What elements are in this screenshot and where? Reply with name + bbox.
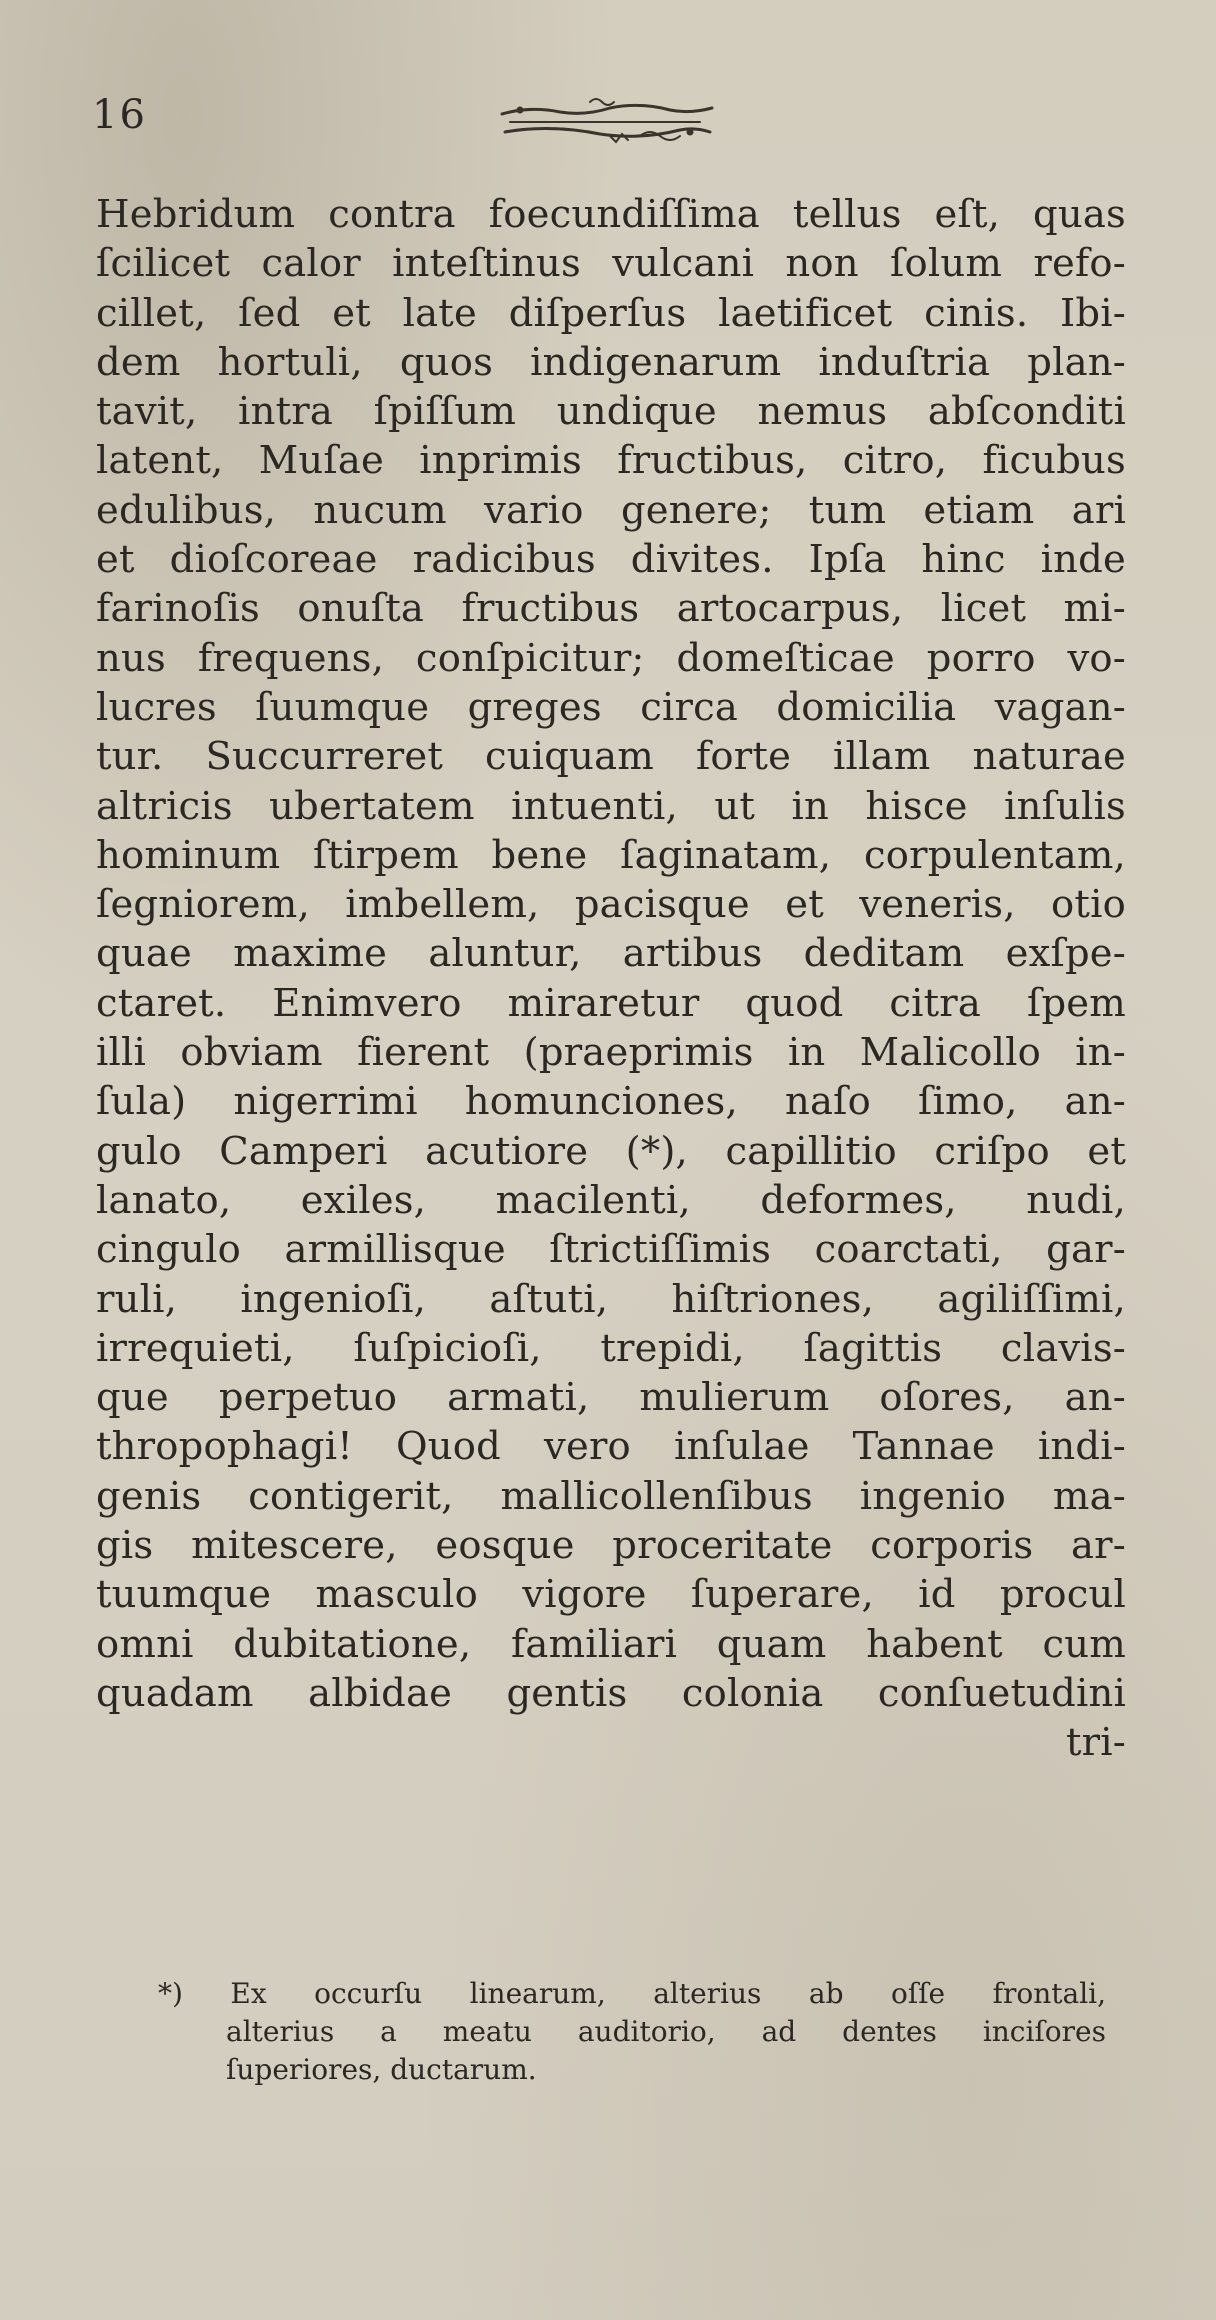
- text-line: altricis ubertatem intuenti, ut in hisce inſulis: [96, 783, 1126, 829]
- footnote-line: ſuperiores, ductarum.: [226, 2053, 537, 2086]
- page-number: 16: [92, 92, 147, 138]
- text-line: ruli, ingenioſi, aſtuti, hiſtriones, agiliſſimi,: [96, 1276, 1126, 1322]
- text-line: genis contigerit, mallicollenſibus ingenio ma-: [96, 1473, 1126, 1519]
- text-line: edulibus, nucum vario genere; tum etiam ari: [96, 487, 1126, 533]
- text-line: lanato, exiles, macilenti, deformes, nudi,: [96, 1177, 1126, 1223]
- footnote-line: alterius a meatu auditorio, ad dentes inciſores: [226, 2015, 1106, 2048]
- text-line: ſcilicet calor inteſtinus vulcani non ſolum refo-: [96, 241, 1126, 287]
- text-line: gis mitescere, eosque proceritate corporis ar-: [96, 1523, 1126, 1569]
- text-line: Hebridum contra foecundiſſima tellus eſt, quas: [96, 192, 1126, 237]
- text-line: nus frequens, conſpicitur; domeſticae porro vo-: [96, 635, 1126, 681]
- text-line: tuumque masculo vigore ſuperare, id procul: [96, 1572, 1126, 1618]
- text-line: omni dubitatione, familiari quam habent cum: [96, 1621, 1126, 1667]
- text-line: cingulo armillisque ſtrictiſſimis coarctati, gar-: [96, 1227, 1126, 1273]
- footnote-line: [96, 1975, 1106, 2013]
- body-text: [96, 190, 1126, 1768]
- text-line: tur. Succurreret cuiquam forte illam naturae: [96, 734, 1126, 780]
- text-line: latent, Muſae inprimis fructibus, citro, ficubus: [96, 438, 1126, 484]
- text-line: quadam albidae gentis colonia conſuetudini: [96, 1670, 1126, 1716]
- text-line: tavit, intra ſpiſſum undique nemus abſconditi: [96, 389, 1126, 435]
- text-line: ctaret. Enimvero miraretur quod citra ſpem: [96, 980, 1126, 1026]
- text-line: lucres ſuumque greges circa domicilia vagan-: [96, 684, 1126, 730]
- text-line: illi obviam fierent (praeprimis in Malicollo in-: [96, 1030, 1126, 1076]
- text-line: thropophagi! Quod vero inſulae Tannae indi-: [96, 1424, 1126, 1470]
- text-line: ſegniorem, imbellem, pacisque et veneris, otio: [96, 882, 1126, 928]
- text-line: hominum ſtirpem bene ſaginatam, corpulentam,: [96, 832, 1126, 878]
- text-line: quae maxime aluntur, artibus deditam exſpe-: [96, 931, 1126, 977]
- text-line: gulo Camperi acutiore (*), capillitio criſpo et: [96, 1128, 1126, 1174]
- text-line: farinoſis onuſta fructibus artocarpus, licet mi-: [96, 586, 1126, 632]
- catchword: tri-: [1066, 1720, 1126, 1766]
- footnote-text: Ex occurſu linearum, alterius ab oſſe frontali,: [230, 1977, 1107, 2010]
- text-line: irrequieti, ſuſpicioſi, trepidi, ſagittis clavis-: [96, 1325, 1126, 1371]
- text-line: et dioſcoreae radicibus divites. Ipſa hinc inde: [96, 537, 1126, 583]
- text-line: dem hortuli, quos indigenarum induſtria plan-: [96, 339, 1126, 385]
- text-line: cillet, ſed et late diſperſus laetificet cinis. Ibi-: [96, 290, 1126, 336]
- footnote-marker: *): [158, 1977, 183, 2010]
- text-line: que perpetuo armati, mulierum oſores, an-: [96, 1375, 1126, 1421]
- text-line: ſula) nigerrimi homunciones, naſo ſimo, an-: [96, 1079, 1126, 1125]
- footnote: [96, 1975, 1106, 2089]
- ornament-icon: [490, 92, 720, 152]
